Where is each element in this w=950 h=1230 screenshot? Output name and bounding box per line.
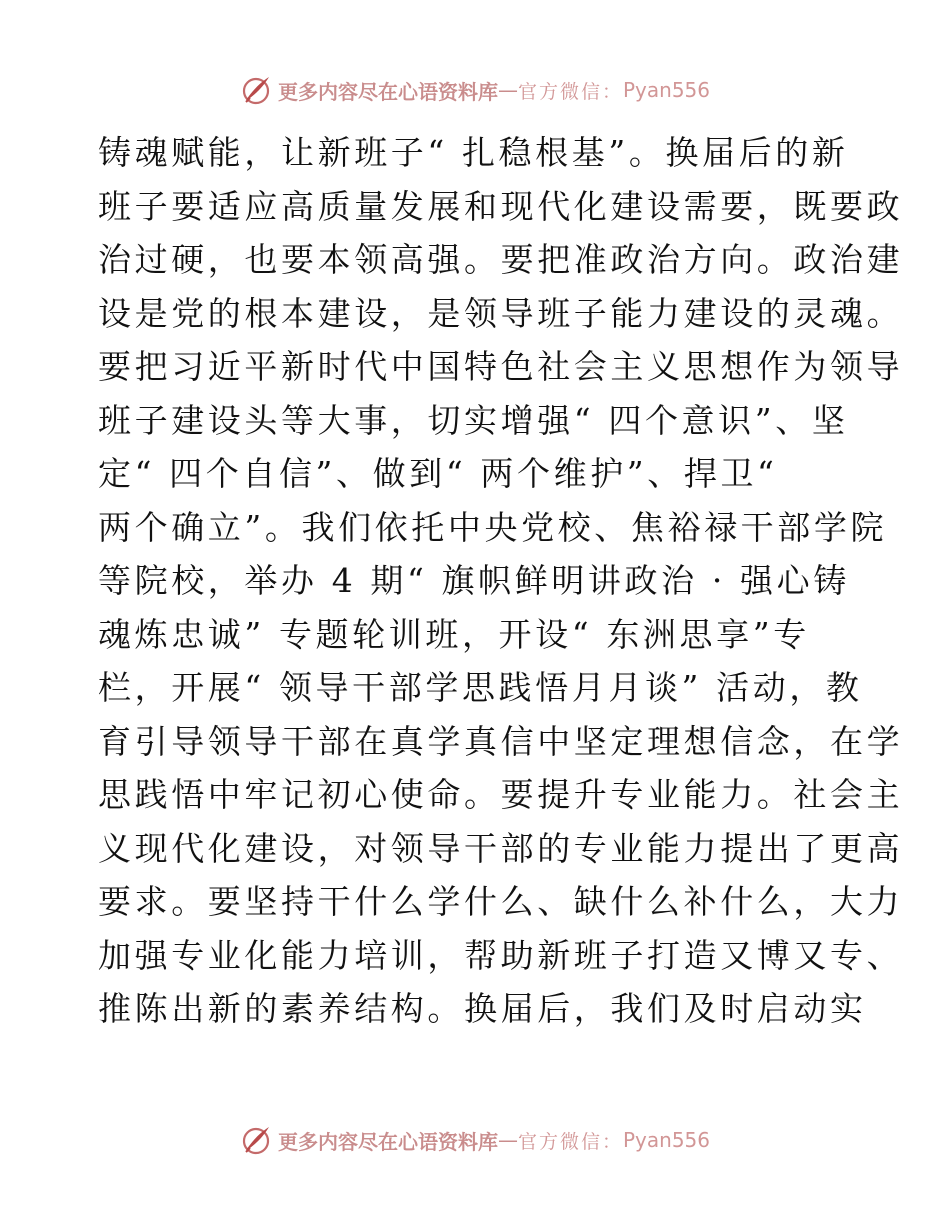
- text-line: 推陈出新的素养结构。换届后，我们及时启动实: [98, 989, 867, 1028]
- text-line: 设是党的根本建设，是领导班子能力建设的灵魂。: [98, 293, 904, 333]
- text-line: 定“ 四个自信”、做到“ 两个维护”、捍卫“: [98, 454, 778, 493]
- footer-watermark: [0, 1122, 950, 1158]
- document-body: [98, 126, 904, 1036]
- text-line: 魂炼忠诚” 专题轮训班，开设“ 东洲思享”专: [98, 614, 810, 654]
- watermark-main-text: 更多内容尽在心语资料库: [277, 1129, 498, 1154]
- text-line: 义现代化建设，对领导干部的专业能力提出了更高: [98, 828, 904, 868]
- watermark-wechat-label: 官方微信：: [517, 1130, 623, 1153]
- text-line: 班子要适应高质量发展和现代化建设需要，既要政: [98, 186, 904, 226]
- text-line: 育引导领导干部在真学真信中坚定理想信念，在学: [98, 721, 904, 761]
- quill-pen-logo-icon: [240, 74, 272, 106]
- watermark-wechat-label: 官方微信：: [517, 80, 623, 103]
- watermark-main-text: 更多内容尽在心语资料库: [277, 79, 498, 104]
- watermark-wechat-id: Pyan556: [623, 1128, 711, 1152]
- watermark-dash: —: [497, 78, 518, 102]
- text-line: 治过硬，也要本领高强。要把准政治方向。政治建: [98, 240, 904, 279]
- text-line: 铸魂赋能，让新班子“ 扎稳根基”。换届后的新: [98, 133, 849, 172]
- text-line: 班子建设头等大事，切实增强“ 四个意识”、坚: [98, 400, 849, 440]
- text-line: 要求。要坚持干什么学什么、缺什么补什么，大力: [98, 882, 904, 921]
- watermark-dash: —: [497, 1128, 518, 1152]
- text-line: 要把习近平新时代中国特色社会主义思想作为领导: [98, 347, 904, 386]
- quill-pen-logo-icon: [240, 1124, 272, 1156]
- header-watermark: [0, 72, 950, 108]
- watermark-wechat-id: Pyan556: [623, 78, 711, 102]
- text-line: 两个确立”。我们依托中央党校、焦裕禄干部学院: [98, 507, 888, 547]
- text-line: 栏，开展“ 领导干部学思践悟月月谈” 活动，教: [98, 668, 863, 707]
- text-line: 思践悟中牢记初心使命。要提升专业能力。社会主: [98, 775, 904, 814]
- text-line: 加强专业化能力培训，帮助新班子打造又博又专、: [98, 935, 904, 975]
- text-line: 等院校，举办 4 期“ 旗帜鲜明讲政治 · 强心铸: [98, 561, 850, 600]
